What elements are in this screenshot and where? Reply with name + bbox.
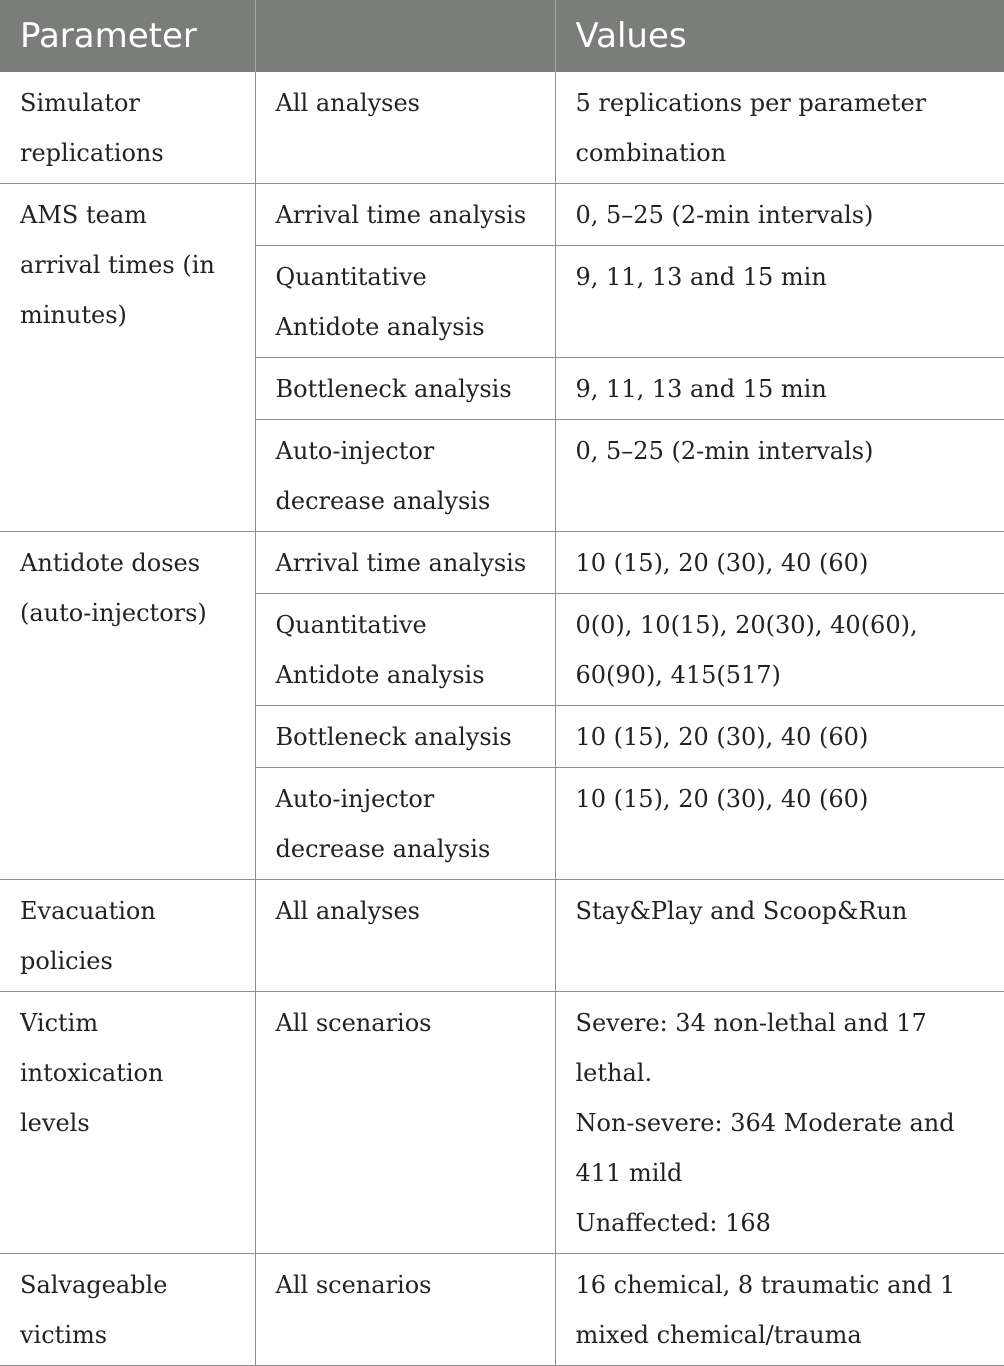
analysis-cell: Auto-injector decrease analysis bbox=[255, 420, 555, 532]
analysis-cell: Arrival time analysis bbox=[255, 532, 555, 594]
analysis-cell: All scenarios bbox=[255, 992, 555, 1254]
value-cell: 0(0), 10(15), 20(30), 40(60), 60(90), 415(517) bbox=[555, 594, 1004, 706]
analysis-cell: Quantitative Antidote analysis bbox=[255, 594, 555, 706]
value-line: Non-severe: 364 Moderate and 411 mild bbox=[575, 1109, 955, 1187]
table-row bbox=[0, 72, 1004, 184]
table-row bbox=[0, 992, 1004, 1254]
table-row bbox=[0, 880, 1004, 992]
table-row bbox=[0, 532, 1004, 594]
analysis-cell: All analyses bbox=[255, 72, 555, 184]
parameter-cell: AMS team arrival times (in minutes) bbox=[0, 184, 255, 532]
parameter-cell: Salvageable victims bbox=[0, 1254, 255, 1366]
parameter-cell: Evacuation policies bbox=[0, 880, 255, 992]
analysis-cell: All scenarios bbox=[255, 1254, 555, 1366]
header-parameter: Parameter bbox=[0, 0, 255, 72]
value-cell: 9, 11, 13 and 15 min bbox=[555, 246, 1004, 358]
parameter-cell: Simulator replications bbox=[0, 72, 255, 184]
table-row bbox=[0, 184, 1004, 246]
header-row bbox=[0, 0, 1004, 72]
parameter-cell: Antidote doses (auto-injectors) bbox=[0, 532, 255, 880]
header-analysis bbox=[255, 0, 555, 72]
value-cell: 0, 5–25 (2-min intervals) bbox=[555, 184, 1004, 246]
analysis-cell: All analyses bbox=[255, 880, 555, 992]
table-row bbox=[0, 1254, 1004, 1366]
value-cell: 10 (15), 20 (30), 40 (60) bbox=[555, 706, 1004, 768]
value-cell: 9, 11, 13 and 15 min bbox=[555, 358, 1004, 420]
analysis-cell: Arrival time analysis bbox=[255, 184, 555, 246]
analysis-cell: Quantitative Antidote analysis bbox=[255, 246, 555, 358]
value-cell: Stay&Play and Scoop&Run bbox=[555, 880, 1004, 992]
value-cell: 5 replications per parameter combination bbox=[555, 72, 1004, 184]
value-line: Unaffected: 168 bbox=[575, 1209, 771, 1237]
value-cell: 16 chemical, 8 traumatic and 1 mixed chemical/trauma bbox=[555, 1254, 1004, 1366]
value-cell: 10 (15), 20 (30), 40 (60) bbox=[555, 532, 1004, 594]
value-line: Severe: 34 non-lethal and 17 lethal. bbox=[575, 1009, 927, 1087]
value-cell: 0, 5–25 (2-min intervals) bbox=[555, 420, 1004, 532]
analysis-cell: Auto-injector decrease analysis bbox=[255, 768, 555, 880]
value-cell bbox=[555, 992, 1004, 1254]
parameter-cell: Victim intoxication levels bbox=[0, 992, 255, 1254]
analysis-cell: Bottleneck analysis bbox=[255, 358, 555, 420]
analysis-cell: Bottleneck analysis bbox=[255, 706, 555, 768]
value-cell: 10 (15), 20 (30), 40 (60) bbox=[555, 768, 1004, 880]
header-values: Values bbox=[555, 0, 1004, 72]
